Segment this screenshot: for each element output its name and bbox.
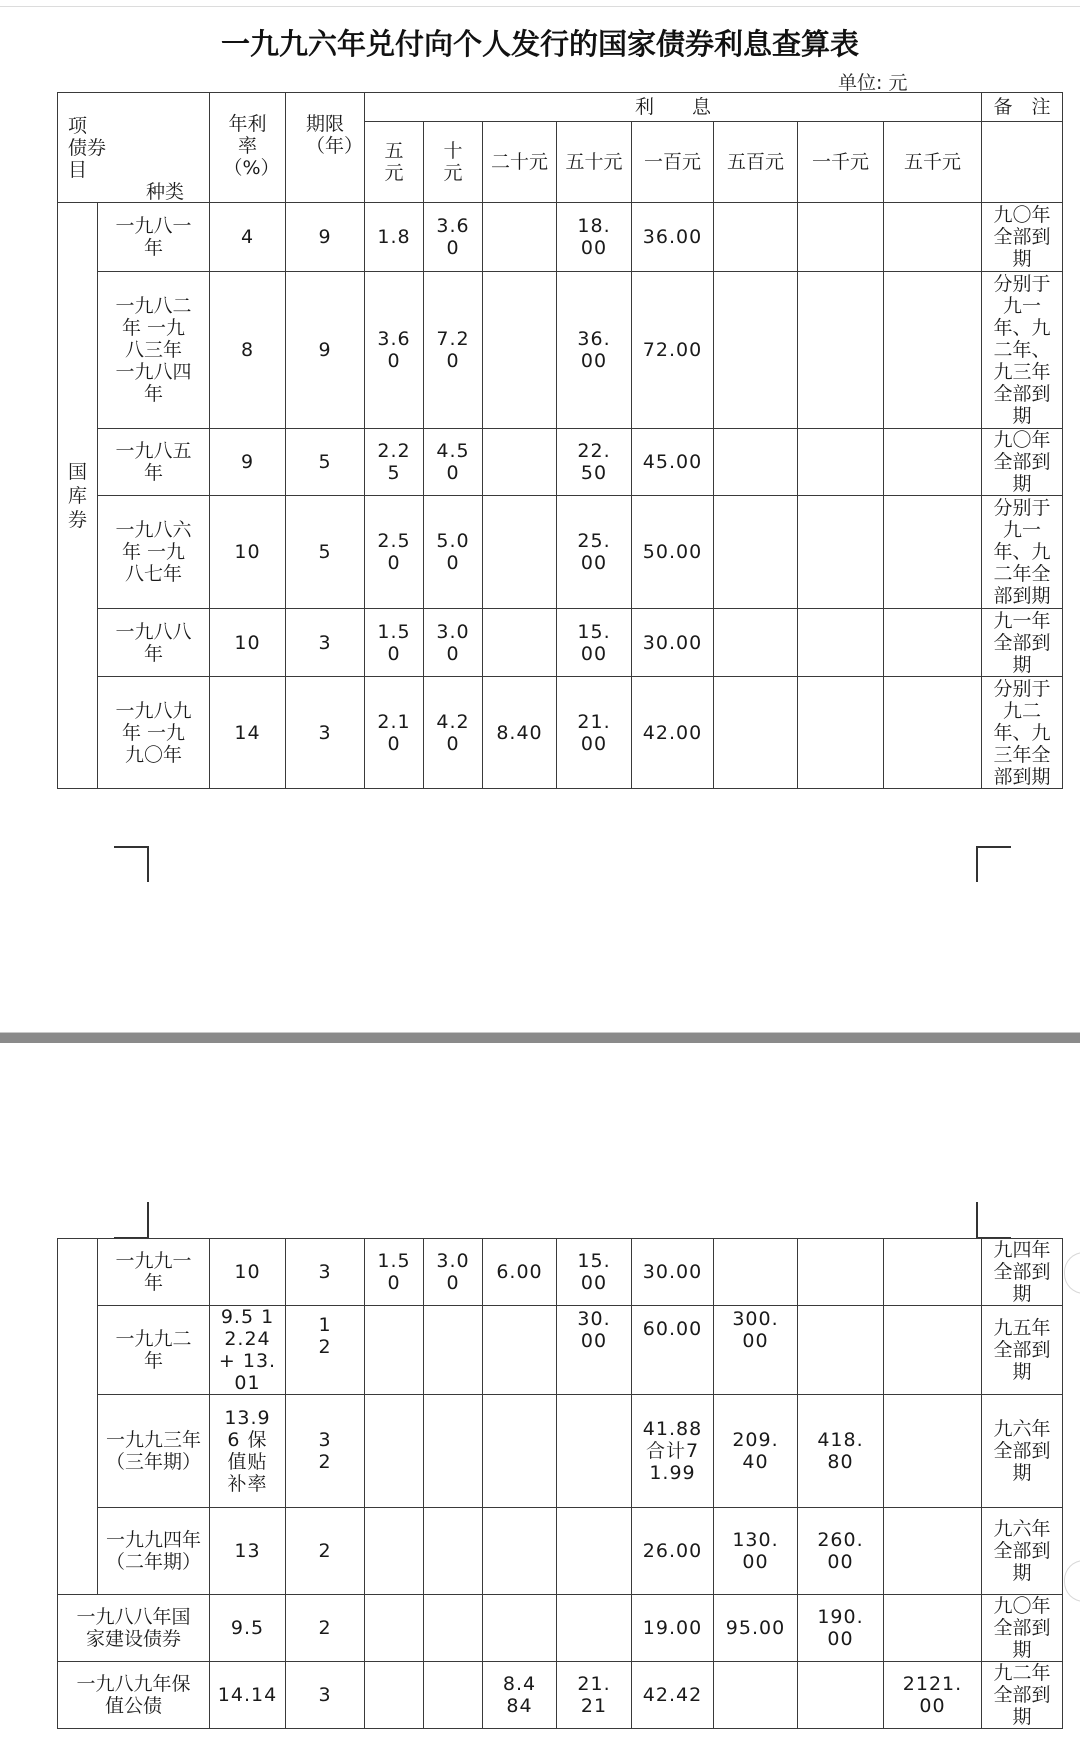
cell-d5000 xyxy=(884,1595,982,1662)
cell-d10 xyxy=(424,1508,483,1595)
cell-d5 xyxy=(365,1395,424,1508)
crop-mark-left xyxy=(114,846,149,848)
cell-rate: 8 xyxy=(210,272,286,429)
cell-d1000: 190.00 xyxy=(798,1595,884,1662)
cell-d10 xyxy=(424,1662,483,1729)
table-row xyxy=(58,1595,1063,1662)
cell-d1000 xyxy=(798,429,884,496)
header-item-top: 项 xyxy=(68,115,88,137)
cell-term: 3 xyxy=(286,609,365,677)
cell-d5: 1.8 xyxy=(365,203,424,272)
table-row xyxy=(58,677,1063,789)
cell-d500 xyxy=(714,1662,798,1729)
cell-d50: 21.21 xyxy=(557,1662,632,1729)
crop-mark-right xyxy=(976,846,1011,848)
cell-name: 一九八八年国家建设债券 xyxy=(58,1595,210,1662)
table-row xyxy=(58,609,1063,677)
cell-name: 一九八八年 xyxy=(98,609,210,677)
cell-d50: 21.00 xyxy=(557,677,632,789)
cell-d500 xyxy=(714,1239,798,1306)
cell-d500: 130.00 xyxy=(714,1508,798,1595)
cell-d5 xyxy=(365,1306,424,1395)
cell-d5000 xyxy=(884,1508,982,1595)
cell-d1000 xyxy=(798,1306,884,1395)
page-separator xyxy=(0,1032,1080,1043)
cell-d100: 42.00 xyxy=(632,677,714,789)
top-edge-line xyxy=(0,6,1080,7)
unit-label: 单位: 元 xyxy=(838,72,908,94)
scroll-handle-lower[interactable] xyxy=(1064,1560,1080,1602)
cell-term: 9 xyxy=(286,272,365,429)
cell-d10: 4.50 xyxy=(424,429,483,496)
cell-d5000 xyxy=(884,1306,982,1395)
cell-d5000 xyxy=(884,1239,982,1306)
cell-remark: 九〇年全部到期 xyxy=(982,203,1063,272)
cell-d10: 4.20 xyxy=(424,677,483,789)
category-treasury-continued xyxy=(58,1239,98,1595)
crop-mark-right-top xyxy=(976,1202,978,1238)
table-row xyxy=(58,1239,1063,1306)
cell-d20: 6.00 xyxy=(483,1239,557,1306)
cell-d5000 xyxy=(884,609,982,677)
cell-d5000: 2121.00 xyxy=(884,1662,982,1729)
cell-remark: 九〇年全部到期 xyxy=(982,429,1063,496)
header-denom-5000: 五千元 xyxy=(884,122,982,203)
cell-term: 3 xyxy=(286,1239,365,1306)
cell-d100: 72.00 xyxy=(632,272,714,429)
cell-name: 一九八五年 xyxy=(98,429,210,496)
table-row xyxy=(58,429,1063,496)
cell-name: 一九八二年 一九八三年 一九八四年 xyxy=(98,272,210,429)
cell-term: 3 xyxy=(286,1662,365,1729)
cell-remark: 九〇年全部到期 xyxy=(982,1595,1063,1662)
cell-name: 一九八六年 一九八七年 xyxy=(98,496,210,609)
cell-remark: 分别于九二年、九三年全部到期 xyxy=(982,677,1063,789)
header-denom-500: 五百元 xyxy=(714,122,798,203)
cell-d20: 8.40 xyxy=(483,677,557,789)
cell-d500 xyxy=(714,203,798,272)
cell-d500 xyxy=(714,429,798,496)
cell-term: 3 2 xyxy=(286,1395,365,1508)
cell-d500 xyxy=(714,496,798,609)
cell-remark: 分别于九一年、九二年全部到期 xyxy=(982,496,1063,609)
cell-remark: 九一年全部到期 xyxy=(982,609,1063,677)
cell-rate: 10 xyxy=(210,496,286,609)
cell-rate: 10 xyxy=(210,1239,286,1306)
cell-d10: 3.00 xyxy=(424,1239,483,1306)
cell-d50 xyxy=(557,1508,632,1595)
cell-d20 xyxy=(483,1395,557,1508)
cell-d5: 2.25 xyxy=(365,429,424,496)
cell-d500 xyxy=(714,272,798,429)
cell-name: 一九八九年 一九九〇年 xyxy=(98,677,210,789)
cell-rate: 9.5 xyxy=(210,1595,286,1662)
cell-d1000 xyxy=(798,1239,884,1306)
cell-d20 xyxy=(483,1306,557,1395)
scroll-handle[interactable] xyxy=(1064,1252,1080,1294)
table-row xyxy=(58,203,1063,272)
header-term: 期限（年） xyxy=(286,93,365,203)
cell-rate: 9.5 12.24 + 13.01 xyxy=(210,1306,286,1395)
cell-d1000 xyxy=(798,496,884,609)
header-item-kind xyxy=(58,93,210,203)
header-item-mid: 债券 xyxy=(68,137,107,159)
cell-d1000: 260.00 xyxy=(798,1508,884,1595)
table-row xyxy=(58,1508,1063,1595)
header-denom-5: 五元 xyxy=(365,122,424,203)
cell-remark: 分别于九一年、九二年、九三年全部到期 xyxy=(982,272,1063,429)
cell-d50: 22.50 xyxy=(557,429,632,496)
header-kind: 种类 xyxy=(146,181,185,203)
cell-d1000 xyxy=(798,1662,884,1729)
cell-d100: 30.00 xyxy=(632,1239,714,1306)
cell-d50: 18.00 xyxy=(557,203,632,272)
cell-d100: 26.00 xyxy=(632,1508,714,1595)
cell-d10: 3.60 xyxy=(424,203,483,272)
header-denom-100: 一百元 xyxy=(632,122,714,203)
cell-d20: 8.484 xyxy=(483,1662,557,1729)
cell-d5 xyxy=(365,1508,424,1595)
table-row xyxy=(58,1395,1063,1508)
cell-d10: 7.20 xyxy=(424,272,483,429)
cell-d5000 xyxy=(884,203,982,272)
header-remarks-blank xyxy=(982,122,1063,203)
cell-name: 一九九一年 xyxy=(98,1239,210,1306)
header-remarks: 备 注 xyxy=(982,93,1063,122)
header-denom-20: 二十元 xyxy=(483,122,557,203)
cell-d100: 60.00 xyxy=(632,1306,714,1395)
cell-d5: 2.10 xyxy=(365,677,424,789)
cell-d5: 1.50 xyxy=(365,1239,424,1306)
cell-term: 1 2 xyxy=(286,1306,365,1395)
cell-rate: 14.14 xyxy=(210,1662,286,1729)
header-denom-1000: 一千元 xyxy=(798,122,884,203)
document-title: 一九九六年兑付向个人发行的国家债券利息查算表 xyxy=(220,27,859,61)
cell-d50: 36.00 xyxy=(557,272,632,429)
cell-d500: 95.00 xyxy=(714,1595,798,1662)
cell-term: 5 xyxy=(286,496,365,609)
cell-d10 xyxy=(424,1306,483,1395)
cell-d1000: 418.80 xyxy=(798,1395,884,1508)
cell-rate: 4 xyxy=(210,203,286,272)
cell-name: 一九八一年 xyxy=(98,203,210,272)
cell-d5: 3.60 xyxy=(365,272,424,429)
crop-mark-right-v xyxy=(976,846,978,882)
cell-d5 xyxy=(365,1662,424,1729)
header-annual-rate: 年利率（%） xyxy=(210,93,286,203)
cell-remark: 九四年全部到期 xyxy=(982,1239,1063,1306)
cell-d20 xyxy=(483,203,557,272)
interest-table-page1 xyxy=(57,92,1063,789)
cell-d50: 15.00 xyxy=(557,609,632,677)
interest-table-page2 xyxy=(57,1238,1063,1729)
header-denom-50: 五十元 xyxy=(557,122,632,203)
table-row xyxy=(58,1662,1063,1729)
cell-remark: 九六年全部到期 xyxy=(982,1395,1063,1508)
cell-d10: 5.00 xyxy=(424,496,483,609)
cell-rate: 10 xyxy=(210,609,286,677)
cell-d1000 xyxy=(798,272,884,429)
table-row xyxy=(58,496,1063,609)
cell-d5000 xyxy=(884,496,982,609)
cell-d100: 41.88 合计71.99 xyxy=(632,1395,714,1508)
cell-rate: 9 xyxy=(210,429,286,496)
cell-d5000 xyxy=(884,1395,982,1508)
cell-d5000 xyxy=(884,272,982,429)
cell-d100: 19.00 xyxy=(632,1595,714,1662)
cell-d50: 15.00 xyxy=(557,1239,632,1306)
cell-name: 一九九四年（二年期） xyxy=(98,1508,210,1595)
cell-d5000 xyxy=(884,429,982,496)
cell-d1000 xyxy=(798,677,884,789)
header-item-bottom: 目 xyxy=(68,159,88,181)
cell-name: 一九八九年保值公债 xyxy=(58,1662,210,1729)
table-row xyxy=(58,272,1063,429)
cell-rate: 14 xyxy=(210,677,286,789)
cell-d100: 36.00 xyxy=(632,203,714,272)
crop-mark-left-top xyxy=(147,1202,149,1238)
cell-term: 2 xyxy=(286,1595,365,1662)
header-denom-10: 十元 xyxy=(424,122,483,203)
cell-d20 xyxy=(483,1595,557,1662)
crop-mark-left-v xyxy=(147,846,149,882)
cell-d5000 xyxy=(884,677,982,789)
cell-d50 xyxy=(557,1395,632,1508)
cell-d1000 xyxy=(798,203,884,272)
cell-d20 xyxy=(483,429,557,496)
cell-d10 xyxy=(424,1395,483,1508)
cell-d50 xyxy=(557,1595,632,1662)
cell-d50: 30.00 xyxy=(557,1306,632,1395)
cell-rate: 13 xyxy=(210,1508,286,1595)
cell-term: 3 xyxy=(286,677,365,789)
cell-d100: 42.42 xyxy=(632,1662,714,1729)
cell-d20 xyxy=(483,609,557,677)
cell-d20 xyxy=(483,496,557,609)
cell-d1000 xyxy=(798,609,884,677)
header-interest-group: 利 息 xyxy=(365,93,982,122)
cell-name: 一九九三年（三年期） xyxy=(98,1395,210,1508)
cell-d20 xyxy=(483,1508,557,1595)
cell-name: 一九九二年 xyxy=(98,1306,210,1395)
cell-remark: 九六年全部到期 xyxy=(982,1508,1063,1595)
cell-d10: 3.00 xyxy=(424,609,483,677)
cell-d500 xyxy=(714,609,798,677)
category-treasury: 国库券 xyxy=(58,203,98,789)
cell-d500 xyxy=(714,677,798,789)
cell-term: 9 xyxy=(286,203,365,272)
cell-term: 2 xyxy=(286,1508,365,1595)
cell-d5: 2.50 xyxy=(365,496,424,609)
cell-d5: 1.50 xyxy=(365,609,424,677)
cell-d500: 209.40 xyxy=(714,1395,798,1508)
cell-d100: 45.00 xyxy=(632,429,714,496)
cell-d100: 30.00 xyxy=(632,609,714,677)
cell-d50: 25.00 xyxy=(557,496,632,609)
cell-d5 xyxy=(365,1595,424,1662)
cell-d10 xyxy=(424,1595,483,1662)
cell-remark: 九二年全部到期 xyxy=(982,1662,1063,1729)
cell-d100: 50.00 xyxy=(632,496,714,609)
cell-remark: 九五年全部到期 xyxy=(982,1306,1063,1395)
cell-term: 5 xyxy=(286,429,365,496)
cell-d500: 300.00 xyxy=(714,1306,798,1395)
cell-rate: 13.96 保值贴补率 xyxy=(210,1395,286,1508)
table-row xyxy=(58,1306,1063,1395)
cell-d20 xyxy=(483,272,557,429)
